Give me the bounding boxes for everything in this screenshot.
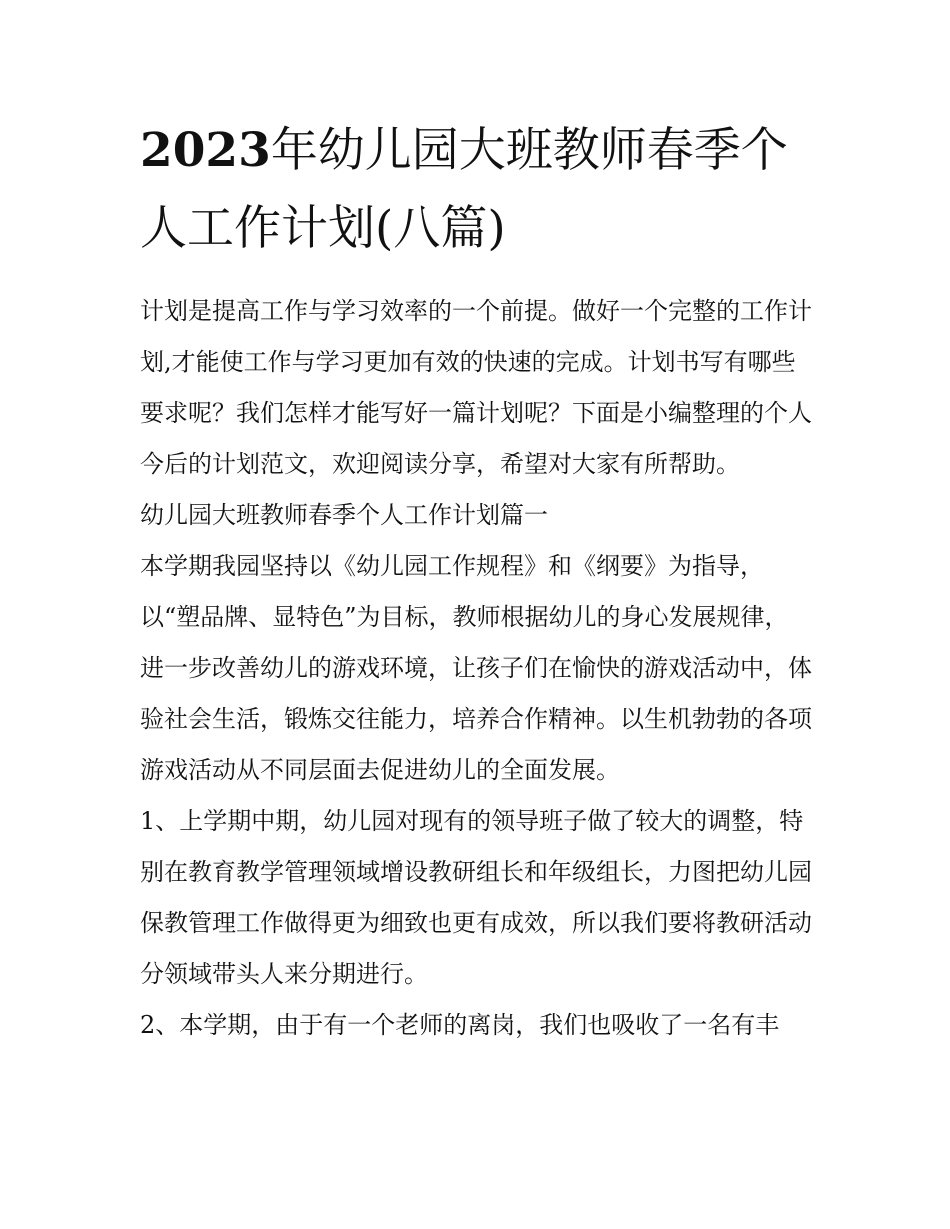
title-year: 2023 (140, 123, 271, 178)
title-text: 年幼儿园大班教师春季个人工作计划(八篇) (140, 123, 788, 256)
document-title (140, 112, 812, 268)
intro-paragraph: 计划是提高工作与学习效率的一个前提。做好一个完整的工作计划,才能使工作与学习更加有效的快速的完成。计划书写有哪些要求呢？我们怎样才能写好一篇计划呢？下面是小编整理的个人今后的计划范文，欢迎阅读分享，希望对大家有所帮助。 (140, 297, 812, 478)
list-item-2: 2、本学期，由于有一个老师的离岗，我们也吸收了一名有丰 (140, 1011, 780, 1039)
list-item-1: 1、上学期中期，幼儿园对现有的领导班子做了较大的调整，特别在教育教学管理领域增设教研组长和年级组长，力图把幼儿园保教管理工作做得更为细致也更有成效，所以我们要将教研活动分领域带头人来分期进行。 (140, 807, 812, 988)
body-paragraph: 本学期我园坚持以《幼儿园工作规程》和《纲要》为指导，以“塑品牌、显特色”为目标，教师根据幼儿的身心发展规律，进一步改善幼儿的游戏环境，让孩子们在愉快的游戏活动中，体验社会生活，锻炼交往能力，培养合作精神。以生机勃勃的各项游戏活动从不同层面去促进幼儿的全面发展。 (140, 552, 812, 784)
document-body (140, 286, 812, 1051)
section-heading: 幼儿园大班教师春季个人工作计划篇一 (140, 501, 548, 529)
